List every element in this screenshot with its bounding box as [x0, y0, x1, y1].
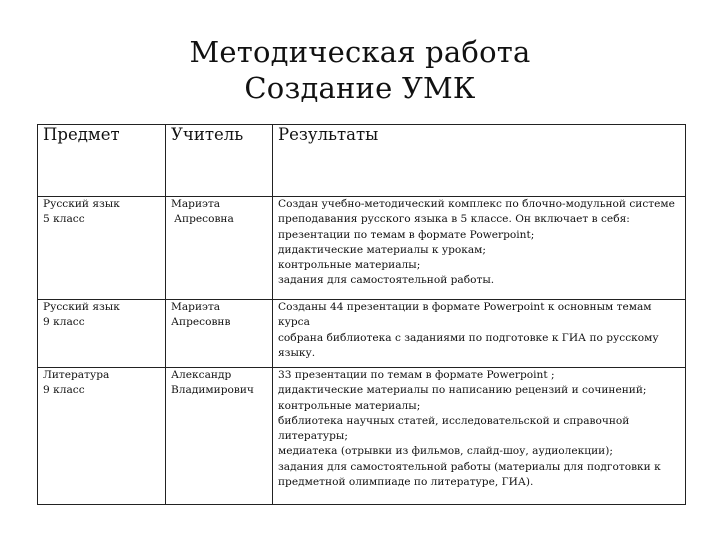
result-line: медиатека (отрывки из фильмов, слайд-шоу, аудиолекции); — [278, 445, 613, 458]
cell-subject — [38, 300, 166, 368]
subject-line: Русский язык — [43, 198, 120, 210]
teacher-line: Мариэта — [171, 301, 221, 313]
table-header-row — [38, 125, 686, 197]
result-line: 33 презентации по темам в формате Powerpoint ; — [278, 369, 555, 381]
result-line: задания для самостоятельной работы. — [278, 274, 495, 287]
cell-results — [273, 300, 686, 368]
cell-teacher — [166, 368, 273, 505]
result-line: библиотека научных статей, исследовательской и справочной — [278, 414, 630, 427]
table-row — [38, 197, 686, 300]
cell-results — [273, 197, 686, 300]
teacher-line: Апресовна — [174, 213, 234, 226]
slide-title — [0, 34, 720, 106]
title-line-1: Методическая работа — [189, 35, 531, 69]
result-line: предметной олимпиаде по литературе, ГИА). — [278, 476, 534, 489]
header-teacher: Учитель — [166, 125, 273, 197]
teacher-line: Апресовнв — [171, 316, 231, 329]
cell-results — [273, 368, 686, 505]
result-line: контрольные материалы; — [278, 399, 421, 412]
result-line: презентации по темам в формате Powerpoint; — [278, 228, 535, 241]
result-line: литературы; — [278, 430, 348, 443]
subject-line: 9 класс — [43, 316, 85, 329]
teacher-line: Владимирович — [171, 384, 254, 397]
result-line: Создан учебно-методический комплекс по блочно-модульной системе — [278, 198, 675, 210]
cell-teacher — [166, 300, 273, 368]
cell-subject — [38, 197, 166, 300]
teacher-line: Александр — [171, 369, 232, 381]
cell-subject — [38, 368, 166, 505]
header-results: Результаты — [273, 125, 686, 197]
subject-line: 5 класс — [43, 213, 85, 226]
result-line: дидактические материалы по написанию рецензий и сочинений; — [278, 384, 647, 397]
result-line: курса — [278, 316, 310, 329]
umk-table — [37, 124, 686, 505]
result-line: задания для самостоятельной работы (материалы для подготовки к — [278, 460, 661, 473]
title-line-2: Создание УМК — [244, 71, 476, 105]
result-line: собрана библиотека с заданиями по подготовке к ГИА по русскому — [278, 331, 659, 344]
result-line: языку. — [278, 346, 316, 359]
table-row — [38, 368, 686, 505]
result-line: преподавания русского языка в 5 классе. Он включает в себя: — [278, 213, 630, 226]
table-row — [38, 300, 686, 368]
result-line: дидактические материалы к урокам; — [278, 243, 486, 256]
teacher-line: Мариэта — [171, 198, 221, 210]
subject-line: 9 класс — [43, 384, 85, 397]
result-line: контрольные материалы; — [278, 259, 421, 272]
subject-line: Русский язык — [43, 301, 120, 313]
result-line: Созданы 44 презентации в формате Powerpoint к основным темам — [278, 301, 652, 313]
header-subject: Предмет — [38, 125, 166, 197]
subject-line: Литература — [43, 369, 110, 381]
cell-teacher — [166, 197, 273, 300]
